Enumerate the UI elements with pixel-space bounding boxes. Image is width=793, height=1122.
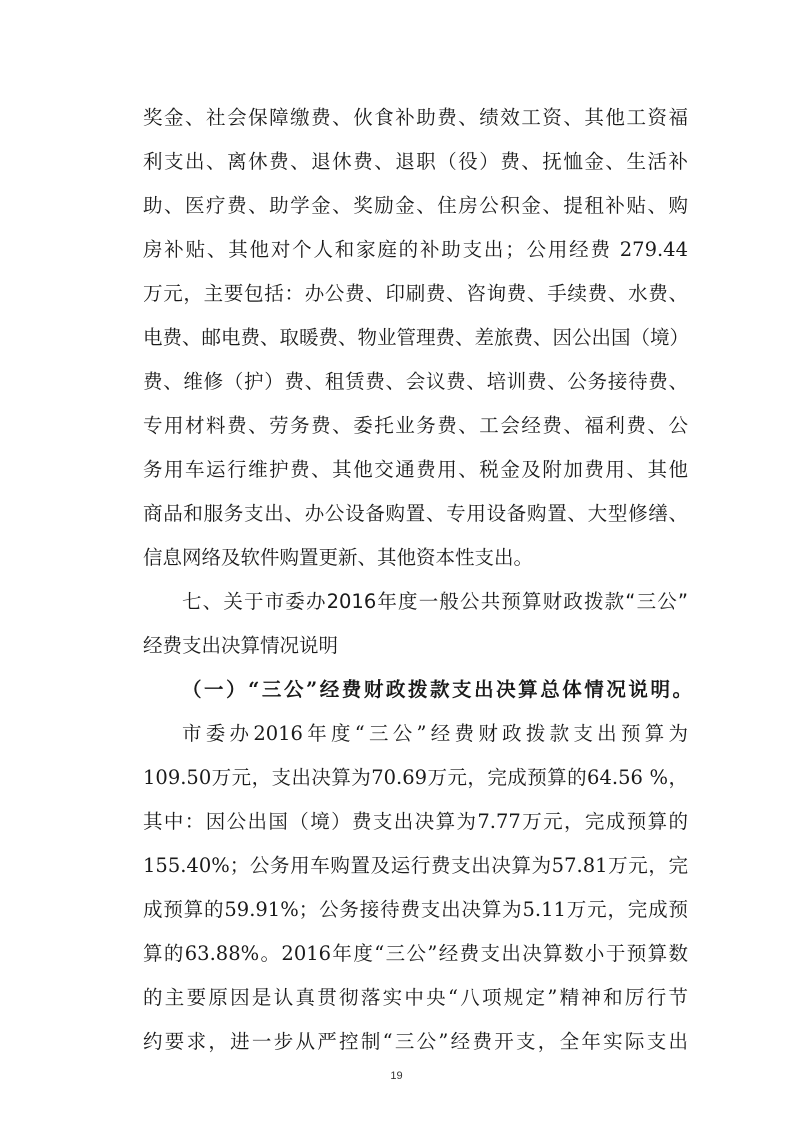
- text-line: 奖金、社会保障缴费、伙食补助费、绩效工资、其他工资福: [143, 106, 688, 129]
- text-line: 费、维修（护）费、租赁费、会议费、培训费、公务接待费、: [143, 370, 688, 393]
- text-line: 109.50万元，支出决算为70.69万元，完成预算的64.56 %，: [143, 766, 688, 789]
- text-line: 算的63.88%。2016年度“三公”经费支出决算数小于预算数: [143, 942, 688, 965]
- text-line: 约要求，进一步从严控制“三公”经费开支，全年实际支出: [143, 1030, 688, 1053]
- text-line: 商品和服务支出、办公设备购置、专用设备购置、大型修缮、: [143, 502, 688, 525]
- text-line: 助、医疗费、助学金、奖励金、住房公积金、提租补贴、购: [143, 194, 688, 217]
- subheading: （一）“三公”经费财政拨款支出决算总体情况说明。: [182, 678, 692, 701]
- section-heading-line: 经费支出决算情况说明: [143, 634, 339, 657]
- text-line: 务用车运行维护费、其他交通费用、税金及附加费用、其他: [143, 458, 688, 481]
- text-line: 的主要原因是认真贯彻落实中央“八项规定”精神和厉行节: [143, 986, 688, 1009]
- text-line: 利支出、离休费、退休费、退职（役）费、抚恤金、生活补: [143, 150, 688, 173]
- text-line: 房补贴、其他对个人和家庭的补助支出；公用经费 279.44: [143, 238, 688, 261]
- text-line: 155.40%；公务用车购置及运行费支出决算为57.81万元，完: [143, 854, 688, 877]
- text-line: 电费、邮电费、取暖费、物业管理费、差旅费、因公出国（境）: [143, 326, 690, 349]
- text-line: 市委办2016年度“三公”经费财政拨款支出预算为: [182, 722, 688, 745]
- section-heading-line: 七、关于市委办2016年度一般公共预算财政拨款“三公”: [182, 590, 688, 613]
- text-line: 专用材料费、劳务费、委托业务费、工会经费、福利费、公: [143, 414, 688, 437]
- text-line: 其中：因公出国（境）费支出决算为7.77万元，完成预算的: [143, 810, 688, 833]
- page-number: 19: [390, 1070, 403, 1082]
- text-line: 成预算的59.91%；公务接待费支出决算为5.11万元，完成预: [143, 898, 688, 921]
- text-line: 万元，主要包括：办公费、印刷费、咨询费、手续费、水费、: [143, 282, 688, 305]
- text-line: 信息网络及软件购置更新、其他资本性支出。: [143, 546, 534, 569]
